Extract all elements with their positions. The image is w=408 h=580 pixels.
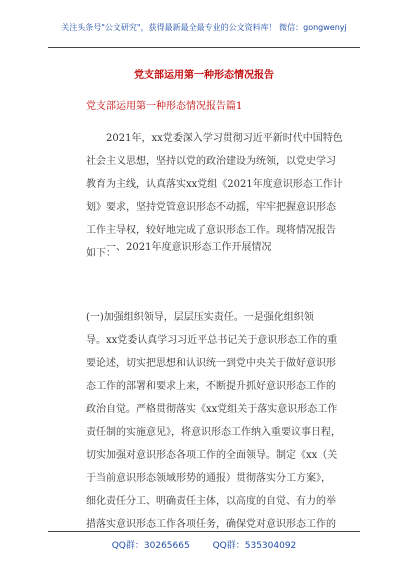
section-heading bbox=[86, 236, 366, 259]
paragraph-line: 导。xx党委认真学习习近平总书记关于意识形态工作的重 bbox=[86, 335, 338, 346]
paragraph-line: 责任制的实施意见》，将意识形态工作纳入重要议事日程， bbox=[86, 427, 341, 438]
paragraph-line: 2021年，xx党委深入学习贯彻习近平新时代中国特色 bbox=[106, 133, 343, 144]
paragraph-line: 切实加强对意识形态各项工作的全面领导。制定《xx（关 bbox=[86, 450, 338, 461]
section-heading-text: 一、2021年度意识形态工作开展情况 bbox=[106, 242, 272, 253]
footer bbox=[0, 538, 408, 551]
footer-qq-group-2: QQ群：535304092 bbox=[212, 541, 297, 551]
document-subtitle: 党支部运用第一种形态情况报告篇1 bbox=[86, 101, 243, 112]
paragraph-line: 如下： bbox=[86, 248, 116, 259]
footer-divider bbox=[48, 531, 360, 532]
paragraph-line: 工作主导权，较好地完成了意识形态工作。现将情况报告 bbox=[86, 225, 336, 236]
document-title: 党支部运用第一种形态情况报告 bbox=[134, 70, 274, 81]
paragraph-line: 措落实意识形态工作各项任务，确保党对意识形态工作的 bbox=[86, 519, 336, 530]
paragraph-line: 社会主义思想，坚持以党的政治建设为统领，以党史学习 bbox=[86, 156, 336, 167]
paragraph-line: 教育为主线，认真落实xx党组《2021年度意识形态工作计 bbox=[86, 179, 343, 190]
paragraph-line: 细化责任分工、明确责任主体，以高度的自觉、有力的举 bbox=[86, 496, 336, 507]
paragraph-organization bbox=[86, 306, 366, 536]
header-banner: 关注头条号"公文研究"，获得最新最全最专业的公文资料库！ 微信：gongwenyj bbox=[61, 23, 347, 32]
paragraph-line: (一)加强组织领导，层层压实责任。一是强化组织领 bbox=[86, 312, 314, 323]
paragraph-line: 要论述，切实把思想和认识统一到党中央关于做好意识形 bbox=[86, 358, 336, 369]
header-divider bbox=[48, 47, 360, 48]
paragraph-line: 划》要求，坚持党管意识形态不动摇，牢牢把握意识形态 bbox=[86, 202, 336, 213]
paragraph-line: 态工作的部署和要求上来，不断提升抓好意识形态工作的 bbox=[86, 381, 336, 392]
paragraph-line: 于当前意识形态领域形势的通报）贯彻落实分工方案》， bbox=[86, 473, 331, 484]
footer-qq-group-1: QQ群：30265665 bbox=[111, 541, 190, 551]
paragraph-line: 政治自觉。严格贯彻落实《xx党组关于落实意识形态工作 bbox=[86, 404, 338, 415]
